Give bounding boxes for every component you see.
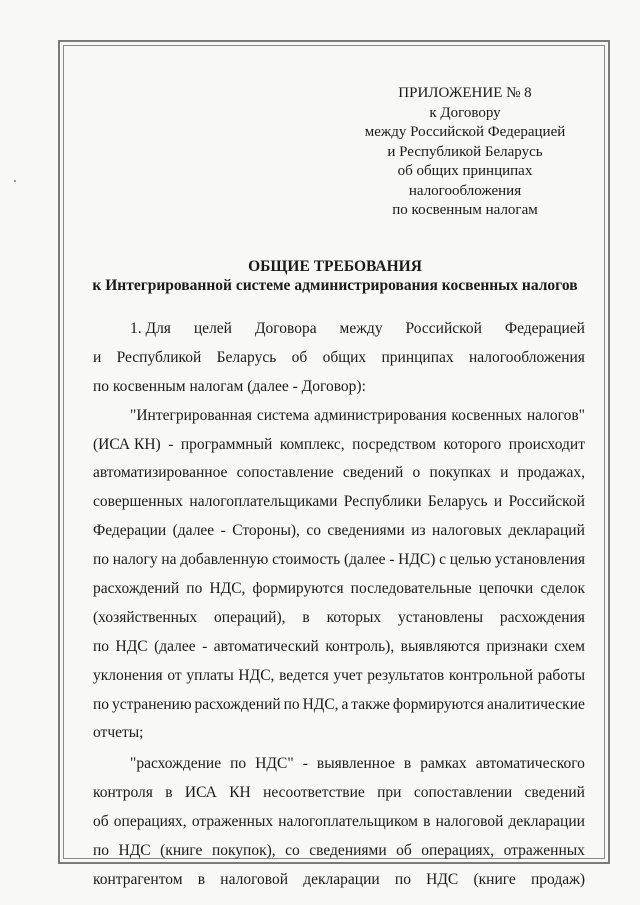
word: автоматизированное: [93, 464, 228, 482]
word: отраженных: [503, 842, 585, 860]
word: результатов: [367, 666, 445, 684]
word: схем: [554, 637, 585, 655]
word: совершенных: [93, 493, 184, 511]
word: сведениями: [327, 522, 405, 540]
word: установления: [495, 551, 585, 569]
word: -: [202, 637, 208, 655]
word: из: [411, 522, 426, 540]
word: установлены: [398, 608, 484, 626]
text-line: [93, 488, 585, 517]
word: ИСА: [184, 784, 217, 802]
word: контрагентом: [93, 870, 183, 888]
word: контрольной: [448, 666, 534, 684]
word: покупках: [429, 464, 491, 482]
word: Беларусь: [427, 493, 488, 511]
word: формируются: [392, 695, 485, 713]
word: которого: [443, 435, 502, 453]
word: сведений: [524, 784, 585, 802]
word: Федерации: [93, 522, 167, 540]
word: декларации: [303, 870, 380, 888]
word: уплаты: [186, 666, 234, 684]
word: Российской: [508, 493, 585, 511]
word: учет: [333, 666, 363, 684]
word: деклараций: [508, 522, 585, 540]
word: покупок),: [211, 842, 276, 860]
word: (далее: [172, 522, 215, 540]
word: НДС: [115, 637, 148, 655]
appendix-line: ПРИЛОЖЕНИЕ № 8: [398, 85, 532, 101]
word: устранению: [111, 695, 192, 713]
word: расхождений: [194, 695, 281, 713]
title-heading: ОБЩИЕ ТРЕБОВАНИЯ: [248, 258, 422, 275]
word: посредством: [352, 435, 436, 453]
word: последовательные: [350, 580, 472, 598]
word: система: [256, 406, 310, 424]
word: Республики: [343, 493, 422, 511]
text-line: [93, 633, 585, 662]
word: отраженных: [191, 813, 274, 831]
word: также: [351, 695, 391, 713]
word: добавленную: [180, 551, 269, 569]
word: цепочки: [478, 580, 534, 598]
word: контроль),: [325, 637, 395, 655]
word: по: [394, 870, 411, 888]
word: сделок: [540, 580, 585, 598]
word: НДС": [255, 755, 294, 773]
word: Договора: [254, 320, 317, 337]
word: комплекс,: [279, 435, 345, 453]
word: целей: [193, 320, 232, 337]
word: общих: [322, 348, 367, 366]
word: администрирования: [313, 406, 447, 424]
word: налогу: [112, 551, 158, 569]
word: от: [167, 666, 182, 684]
appendix-line: и Республикой Беларусь: [387, 143, 543, 160]
word: а: [341, 695, 349, 713]
word: признаки: [486, 637, 548, 655]
word: НДС,: [238, 666, 275, 684]
text-line: [93, 546, 585, 575]
word: (далее: [154, 637, 196, 655]
word: автоматический: [213, 637, 319, 655]
word: сведений: [342, 464, 404, 482]
word: 1. Для: [130, 320, 171, 337]
word: по: [93, 551, 110, 569]
word: сведениями: [309, 842, 387, 860]
word: автоматического: [475, 755, 585, 773]
word: расхождения: [499, 608, 585, 626]
document-title: [70, 257, 600, 295]
text-line: [93, 604, 585, 633]
word: НДС): [398, 551, 436, 569]
text-line: [93, 866, 585, 895]
word: в: [423, 813, 431, 831]
word: "Интегрированная: [130, 406, 252, 424]
word: Федерацией: [504, 320, 585, 337]
word: по: [93, 637, 110, 655]
word: в: [165, 784, 173, 802]
word: налогоплательщиками: [189, 493, 338, 511]
word: Российской: [405, 320, 482, 337]
word: НДС,: [209, 580, 246, 598]
word: и: [500, 464, 509, 482]
word: (хозяйственных: [93, 608, 198, 626]
text-line: [93, 779, 585, 808]
word: происходит: [508, 435, 585, 453]
word: НДС: [426, 870, 459, 888]
text-line: [93, 459, 585, 488]
word: НДС: [118, 842, 151, 860]
word: по: [283, 695, 300, 713]
word: "расхождение: [130, 755, 222, 773]
word: операциях,: [113, 813, 187, 831]
word: в: [302, 608, 310, 626]
text-line: [93, 750, 585, 779]
word: и: [93, 348, 102, 366]
word: сопоставление: [236, 464, 334, 482]
word: между: [339, 320, 383, 337]
word: Республикой: [116, 348, 202, 366]
word: Беларусь: [216, 348, 277, 366]
word: на: [161, 551, 177, 569]
word: налогов": [526, 406, 585, 424]
word: со: [285, 842, 300, 860]
word: стоимость: [272, 551, 341, 569]
text-line: [93, 575, 585, 604]
word: (ИСА КН): [93, 435, 161, 453]
word: Стороны),: [232, 522, 300, 540]
word: при: [377, 784, 402, 802]
text-line: [93, 344, 585, 373]
word: работы: [537, 666, 585, 684]
word: с: [439, 551, 447, 569]
word: об: [291, 348, 308, 366]
word: контроля: [93, 784, 153, 802]
word: (книге: [160, 842, 203, 860]
word: в: [197, 870, 206, 888]
text-line: [93, 837, 585, 866]
appendix-line: налогообложения: [408, 182, 522, 199]
word: -: [168, 435, 174, 453]
word: налогообложения: [468, 348, 585, 366]
word: налогоплательщиком: [278, 813, 418, 831]
text-line: [93, 662, 585, 691]
text-line: [93, 517, 585, 546]
word: уклонения: [93, 666, 163, 684]
word: -: [389, 551, 395, 569]
word: по: [93, 695, 110, 713]
word: продажах,: [517, 464, 585, 482]
word: выявляются: [400, 637, 480, 655]
word: налоговой: [220, 870, 289, 888]
text-line: [93, 808, 585, 837]
word: операциях,: [421, 842, 495, 860]
word: несоответствие: [263, 784, 365, 802]
word: НДС,: [302, 695, 339, 713]
appendix-line: к Договору: [429, 104, 501, 121]
word: аналитические: [486, 695, 585, 713]
word: по: [230, 755, 247, 773]
word: об: [396, 842, 412, 860]
word: и: [493, 493, 503, 511]
text-line: [93, 691, 585, 720]
scan-speck: [14, 180, 16, 182]
word: принципах: [381, 348, 454, 366]
appendix-line: об общих принципах: [397, 163, 533, 179]
text-line: [93, 315, 585, 344]
word: сопоставлении: [413, 784, 513, 802]
title-subheading: к Интегрированной системе администрирования косвенных налогов: [92, 277, 578, 294]
word: (далее: [343, 551, 386, 569]
word: декларации: [508, 813, 585, 831]
word: в: [403, 755, 412, 773]
word: со: [306, 522, 321, 540]
word: которых: [326, 608, 382, 626]
word: продаж): [531, 870, 585, 888]
word: формируются: [252, 580, 344, 598]
text-line: по косвенным налогам (далее - Договор):: [93, 377, 366, 395]
word: расхождений: [93, 580, 180, 598]
word: операций),: [214, 608, 286, 626]
word: программный: [180, 435, 273, 453]
word: налоговых: [432, 522, 503, 540]
appendix-line: между Российской Федерацией: [364, 124, 566, 140]
text-line: [93, 402, 585, 431]
word: целью: [449, 551, 492, 569]
word: (книге: [473, 870, 516, 888]
word: налоговой: [435, 813, 504, 831]
text-line: [93, 431, 585, 460]
word: -: [220, 522, 226, 540]
word: об: [93, 813, 109, 831]
text-line: отчеты;: [93, 724, 144, 742]
word: КН: [229, 784, 251, 802]
appendix-line: по косвенным налогам: [392, 202, 538, 218]
appendix-header: [340, 84, 590, 221]
word: ведется: [279, 666, 329, 684]
word: -: [302, 755, 308, 773]
word: по: [93, 842, 110, 860]
word: рамках: [420, 755, 467, 773]
word: по: [186, 580, 203, 598]
document-body: [93, 315, 585, 895]
word: косвенных: [451, 406, 522, 424]
word: о: [412, 464, 421, 482]
word: выявленное: [316, 755, 395, 773]
